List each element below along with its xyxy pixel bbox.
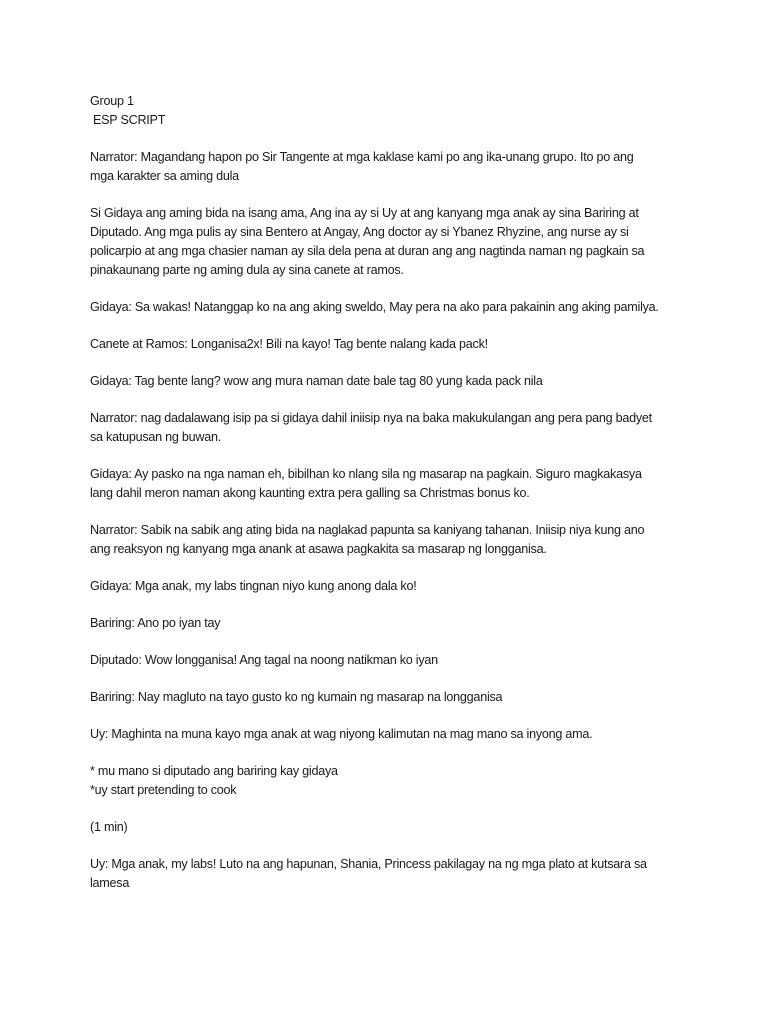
script-paragraph <box>90 465 700 503</box>
script-line: mga karakter sa aming dula <box>90 169 239 183</box>
script-line: Uy: Mga anak, my labs! Luto na ang hapunan, Shania, Princess pakilagay na ng mga plato at kutsara sa <box>90 857 647 871</box>
script-line: Uy: Maghinta na muna kayo mga anak at wag niyong kalimutan na mag mano sa inyong ama. <box>90 727 593 741</box>
script-paragraph <box>90 762 700 800</box>
script-line: (1 min) <box>90 820 128 834</box>
script-line: Bariring: Ano po iyan tay <box>90 616 221 630</box>
script-line: pinakaunang parte ng aming dula ay sina canete at ramos. <box>90 263 404 277</box>
script-paragraph <box>90 725 700 744</box>
document-page <box>90 92 700 911</box>
script-line: Gidaya: Mga anak, my labs tingnan niyo kung anong dala ko! <box>90 579 417 593</box>
script-paragraph <box>90 204 700 280</box>
script-paragraph <box>90 335 700 354</box>
script-line: lang dahil meron naman akong kaunting extra pera galling sa Christmas bonus ko. <box>90 486 530 500</box>
script-line: * mu mano si diputado ang bariring kay gidaya <box>90 764 338 778</box>
script-paragraph <box>90 818 700 837</box>
script-line: Si Gidaya ang aming bida na isang ama, Ang ina ay si Uy at ang kanyang mga anak ay sina Bariring at <box>90 206 639 220</box>
script-paragraph <box>90 614 700 633</box>
script-line: Bariring: Nay magluto na tayo gusto ko ng kumain ng masarap na longganisa <box>90 690 503 704</box>
script-paragraph <box>90 855 700 893</box>
script-paragraph <box>90 688 700 707</box>
script-line: Gidaya: Ay pasko na nga naman eh, bibilhan ko nlang sila ng masarap na pagkain. Siguro magkakasya <box>90 467 642 481</box>
script-paragraph <box>90 521 700 559</box>
script-line: Gidaya: Sa wakas! Natanggap ko na ang aking sweldo, May pera na ako para pakainin ang aking pamilya. <box>90 300 659 314</box>
script-paragraph <box>90 409 700 447</box>
script-line: Canete at Ramos: Longanisa2x! Bili na kayo! Tag bente nalang kada pack! <box>90 337 488 351</box>
script-line: ang reaksyon ng kanyang mga anank at asawa pagkakita sa masarap ng longganisa. <box>90 542 547 556</box>
script-paragraph <box>90 298 700 317</box>
script-line: Gidaya: Tag bente lang? wow ang mura naman date bale tag 80 yung kada pack nila <box>90 374 543 388</box>
script-body <box>90 148 700 893</box>
script-title: ESP SCRIPT <box>93 113 166 127</box>
script-line: Diputado: Wow longganisa! Ang tagal na noong natikman ko iyan <box>90 653 438 667</box>
script-paragraph <box>90 577 700 596</box>
script-paragraph <box>90 372 700 391</box>
script-line: *uy start pretending to cook <box>90 783 237 797</box>
script-line: policarpio at ang mga chasier naman ay sila dela pena at duran ang ang nagtinda naman ng pagkain sa <box>90 244 645 258</box>
script-line: Narrator: Sabik na sabik ang ating bida na naglakad papunta sa kaniyang tahanan. Iniisip niya kung ano <box>90 523 645 537</box>
script-line: Narrator: nag dadalawang isip pa si gidaya dahil iniisip nya na baka makukulangan ang pera pang badyet <box>90 411 652 425</box>
script-line: Diputado. Ang mga pulis ay sina Bentero at Angay, Ang doctor ay si Ybanez Rhyzine, ang nurse ay si <box>90 225 629 239</box>
script-line: lamesa <box>90 876 130 890</box>
script-line: Narrator: Magandang hapon po Sir Tangente at mga kaklase kami po ang ika-unang grupo. Ito po ang <box>90 150 634 164</box>
script-paragraph <box>90 148 700 186</box>
document-header <box>90 92 700 130</box>
script-paragraph <box>90 651 700 670</box>
group-label: Group 1 <box>90 94 134 108</box>
script-line: sa katupusan ng buwan. <box>90 430 222 444</box>
